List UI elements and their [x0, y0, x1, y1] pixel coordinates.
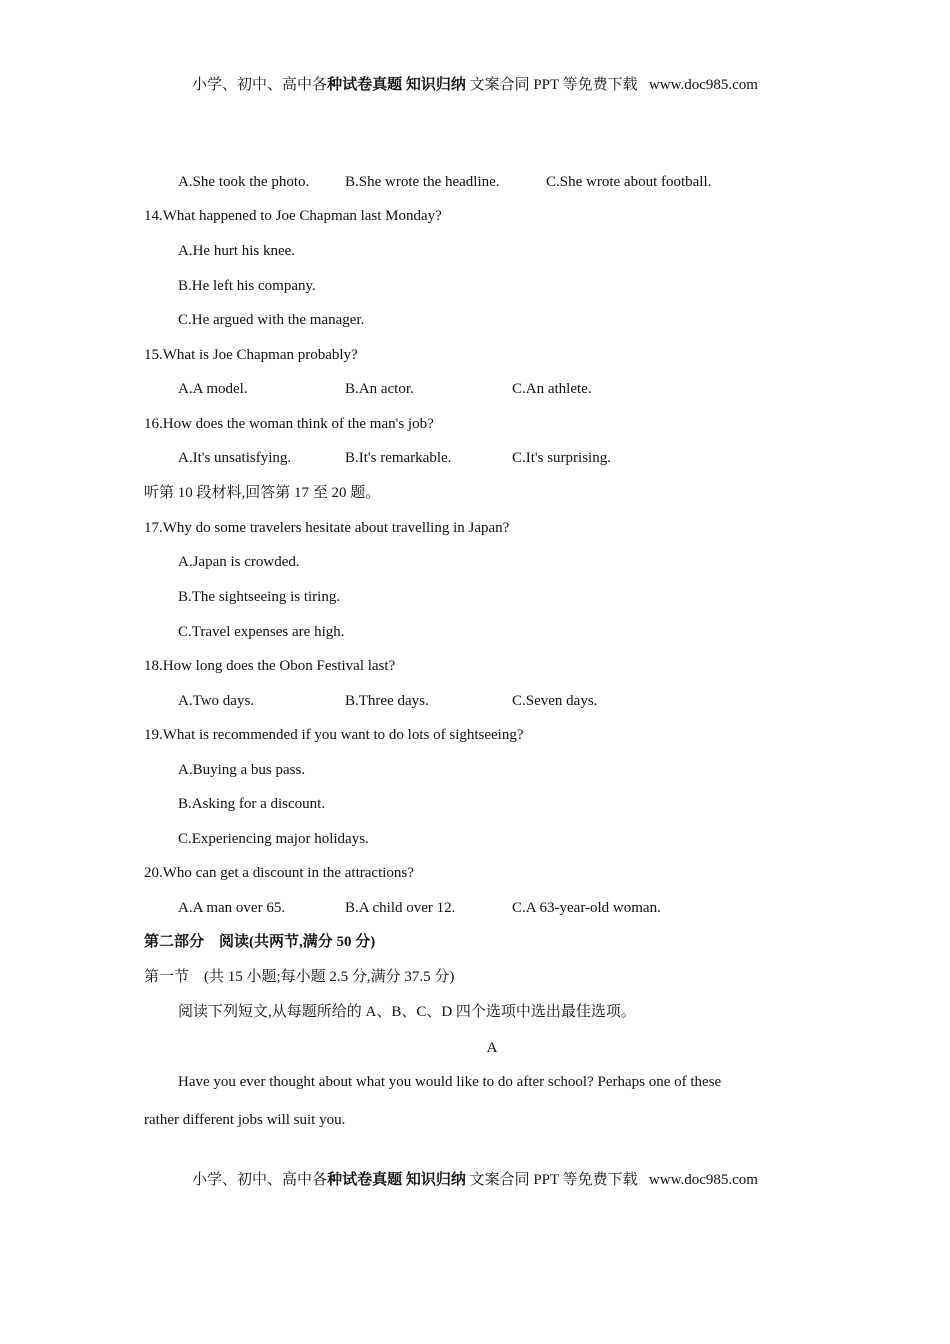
header-text-2: 种试卷真题	[327, 77, 403, 93]
q19-option-a: A.Buying a bus pass.	[178, 762, 306, 778]
part2-title: 第二部分 阅读(共两节,满分 50 分)	[144, 934, 376, 950]
q20-option-c: C.A 63-year-old woman.	[512, 900, 661, 916]
header-text-1: 小学、初中、高中各	[192, 77, 328, 93]
q16-option-c: C.It's surprising.	[512, 450, 611, 466]
page-header	[0, 73, 950, 94]
q18-option-b: B.Three days.	[345, 693, 429, 709]
section1-title: 第一节 (共 15 小题;每小题 2.5 分,满分 37.5 分)	[144, 969, 455, 985]
q19-stem: 19.What is recommended if you want to do lots of sightseeing?	[144, 727, 524, 743]
q15-option-a: A.A model.	[178, 381, 248, 397]
q14-option-c: C.He argued with the manager.	[178, 312, 365, 328]
q16-option-b: B.It's remarkable.	[345, 450, 452, 466]
footer-text-2: 种试卷真题	[327, 1172, 403, 1188]
header-text-4: 文案合同 PPT 等免费下载	[469, 77, 638, 93]
q18-option-c: C.Seven days.	[512, 693, 598, 709]
q16-stem: 16.How does the woman think of the man's job?	[144, 416, 434, 432]
q15-option-c: C.An athlete.	[512, 381, 592, 397]
q17-stem: 17.Why do some travelers hesitate about travelling in Japan?	[144, 520, 510, 536]
footer-text-4: 文案合同 PPT 等免费下载	[469, 1172, 638, 1188]
q17-option-c: C.Travel expenses are high.	[178, 624, 345, 640]
header-text-3: 知识归纳	[405, 77, 466, 93]
footer-text-1: 小学、初中、高中各	[192, 1172, 328, 1188]
q17-option-b: B.The sightseeing is tiring.	[178, 589, 341, 605]
q16-option-a: A.It's unsatisfying.	[178, 450, 292, 466]
passage-label: A	[486, 1040, 498, 1056]
q20-option-b: B.A child over 12.	[345, 900, 456, 916]
q17-option-a: A.Japan is crowded.	[178, 554, 300, 570]
q19-option-c: C.Experiencing major holidays.	[178, 831, 369, 847]
q20-option-a: A.A man over 65.	[178, 900, 286, 916]
q15-option-b: B.An actor.	[345, 381, 414, 397]
q15-stem: 15.What is Joe Chapman probably?	[144, 347, 358, 363]
footer-site-link[interactable]: www.doc985.com	[648, 1172, 758, 1188]
q18-stem: 18.How long does the Obon Festival last?	[144, 658, 396, 674]
q14-stem: 14.What happened to Joe Chapman last Monday?	[144, 208, 442, 224]
page-footer	[0, 1168, 950, 1189]
reading-instruction: 阅读下列短文,从每题所给的 A、B、C、D 四个选项中选出最佳选项。	[178, 1004, 636, 1020]
passage-line-1: Have you ever thought about what you would like to do after school? Perhaps one of these	[178, 1074, 722, 1090]
q14-option-b: B.He left his company.	[178, 278, 316, 294]
q19-option-b: B.Asking for a discount.	[178, 796, 326, 812]
q13-option-a: A.She took the photo.	[178, 174, 310, 190]
q20-stem: 20.Who can get a discount in the attractions?	[144, 865, 414, 881]
q13-option-b: B.She wrote the headline.	[345, 174, 500, 190]
q18-option-a: A.Two days.	[178, 693, 255, 709]
footer-text-3: 知识归纳	[405, 1172, 466, 1188]
header-site-link[interactable]: www.doc985.com	[648, 77, 758, 93]
instruction-section-10: 听第 10 段材料,回答第 17 至 20 题。	[144, 485, 381, 501]
q14-option-a: A.He hurt his knee.	[178, 243, 296, 259]
passage-line-2: rather different jobs will suit you.	[144, 1112, 346, 1128]
q13-option-c: C.She wrote about football.	[546, 174, 712, 190]
